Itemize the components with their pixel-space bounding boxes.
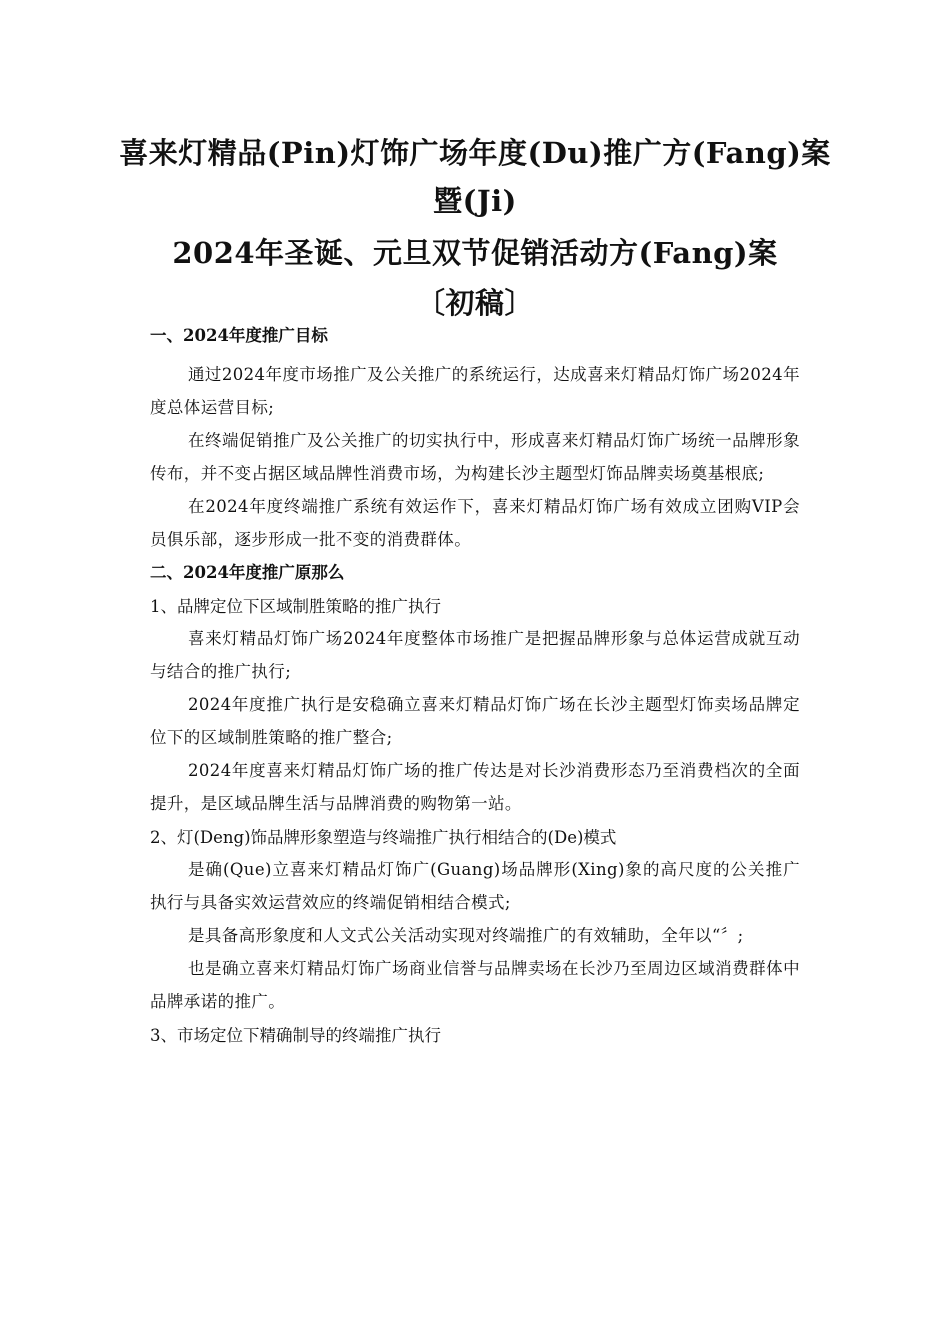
section-2-item-1-paragraph: 喜来灯精品灯饰广场2024年度整体市场推广是把握品牌形象与总体运营成就互动与结合的推广执行; — [150, 629, 800, 681]
section-2-item-1-heading: 1、品牌定位下区域制胜策略的推广执行 — [150, 597, 441, 616]
document-title-line-2: 暨(Ji) — [433, 184, 517, 218]
section-1-paragraph: 通过2024年度市场推广及公关推广的系统运行，达成喜来灯精品灯饰广场2024年度总体运营目标; — [150, 365, 800, 417]
section-2-item-2-heading: 2、灯(Deng)饰品牌形象塑造与终端推广执行相结合的(De)模式 — [150, 828, 617, 847]
section-2-item-1-paragraph: 2024年度喜来灯精品灯饰广场的推广传达是对长沙消费形态乃至消费档次的全面提升，是区域品牌生活与品牌消费的购物第一站。 — [150, 761, 800, 813]
document-title-draft-label: 〔初稿〕 — [415, 286, 534, 320]
section-1-paragraph: 在终端促销推广及公关推广的切实执行中，形成喜来灯精品灯饰广场统一品牌形象传布，并不变占据区域品牌性消费市场，为构建长沙主题型灯饰品牌卖场奠基根底; — [150, 431, 800, 483]
section-2-item-1-paragraph: 2024年度推广执行是安稳确立喜来灯精品灯饰广场在长沙主题型灯饰卖场品牌定位下的区域制胜策略的推广整合; — [150, 695, 800, 747]
document-body — [150, 323, 800, 1051]
section-2-item-2-paragraph: 是确(Que)立喜来灯精品灯饰广(Guang)场品牌形(Xing)象的高尺度的公关推广执行与具备实效运营效应的终端促销相结合模式; — [150, 860, 800, 912]
section-1-paragraph: 在2024年度终端推广系统有效运作下，喜来灯精品灯饰广场有效成立团购VIP会员俱乐部，逐步形成一批不变的消费群体。 — [150, 497, 800, 549]
section-2-heading: 二、2024年度推广原那么 — [150, 563, 345, 582]
section-2-item-2-paragraph: 也是确立喜来灯精品灯饰广场商业信誉与品牌卖场在长沙乃至周边区域消费群体中品牌承诺的推广。 — [150, 959, 800, 1011]
document-title-line-1: 喜来灯精品(Pin)灯饰广场年度(Du)推广方(Fang)案 — [119, 136, 831, 170]
section-2-item-3-heading: 3、市场定位下精确制导的终端推广执行 — [150, 1026, 441, 1045]
section-1-heading: 一、2024年度推广目标 — [150, 326, 328, 345]
section-2-item-2-paragraph: 是具备高形象度和人文式公关活动实现对终端推广的有效辅助，全年以“〞; — [188, 926, 744, 945]
document-title-line-3: 2024年圣诞、元旦双节促销活动方(Fang)案 — [172, 236, 778, 270]
